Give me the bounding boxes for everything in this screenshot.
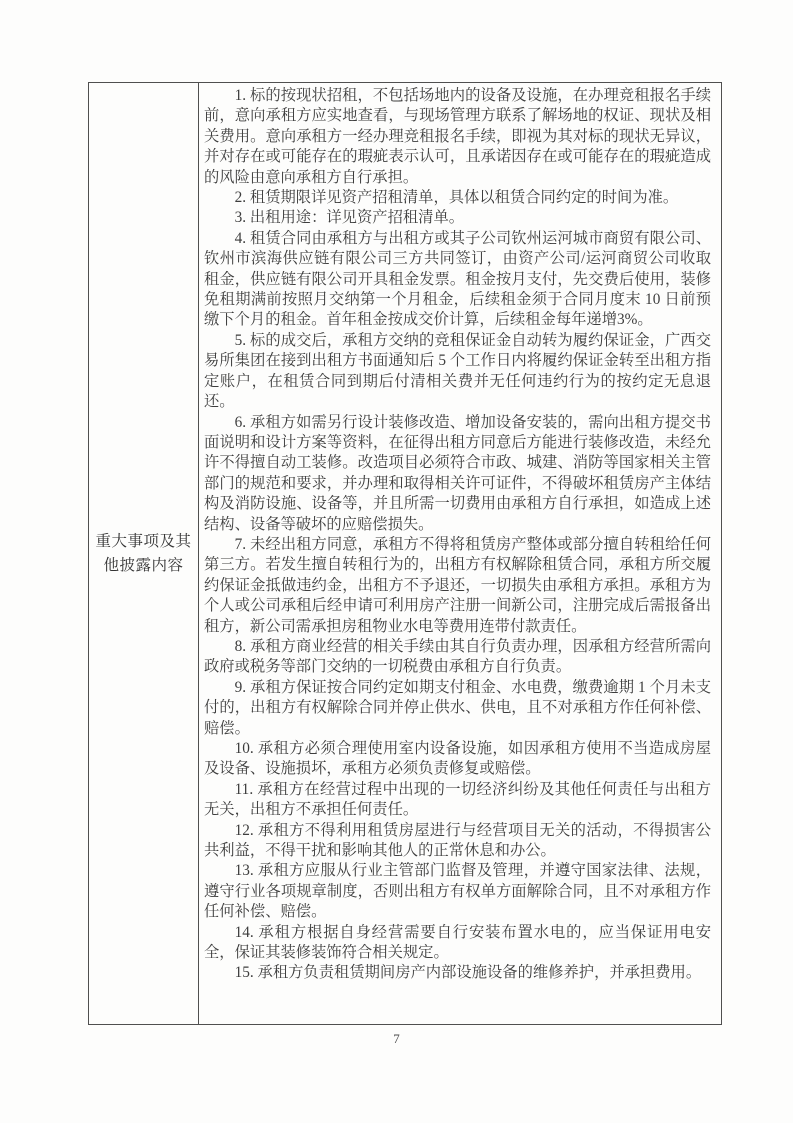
- disclosure-row-label: 重大事项及其他披露内容: [89, 83, 199, 1024]
- disclosure-item-9: 9. 承租方保证按合同约定如期支付租金、水电费，缴费逾期 1 个月未支付的，出租方有权解除合同并停止供水、供电，且不对承租方作任何补偿、赔偿。: [204, 678, 711, 737]
- disclosure-item-2: 2. 租赁期限详见资产招租清单，具体以租赁合同约定的时间为准。: [234, 189, 679, 207]
- disclosure-item-10: 10. 承租方必须合理使用室内设备设施，如因承租方使用不当造成房屋及设备、设施损坏，承租方必须负责修复或赔偿。: [204, 740, 711, 778]
- disclosure-item-6: 6. 承租方如需另行设计装修改造、增加设备安装的，需向出租方提交书面说明和设计方案等资料，在征得出租方同意后方能进行装修改造，未经允许不得擅自动工装修。改造项目必须符合市政、城建、消防等国家相关主管部门的规范和要求，并办理和取得相关许可证件，不得破坏租赁房产主体结构及消防设施、设备等，并且所需一切费用由承租方自行承担，如造成上述结构、设备等破坏的应赔偿损失。: [204, 413, 711, 533]
- disclosure-item-7: 7. 未经出租方同意，承租方不得将租赁房产整体或部分擅自转租给任何第三方。若发生擅自转租行为的，出租方有权解除租赁合同，承租方所交履约保证金抵做违约金，出租方不予退还，一切损失由承租方承担。承租方为个人或公司承租后经申请可利用房产注册一间新公司，注册完成后需报备出租方，新公司需承担房租物业水电等费用连带付款责任。: [204, 535, 711, 635]
- disclosure-item-5: 5. 标的成交后，承租方交纳的竞租保证金自动转为履约保证金，广西交易所集团在接到出租方书面通知后 5 个工作日内将履约保证金转至出租方指定账户，在租赁合同到期后付清相关费并无任何违约行为的按约定无息退还。: [204, 331, 711, 411]
- disclosure-table: [88, 82, 722, 1025]
- page-number: 7: [393, 1031, 400, 1046]
- disclosure-item-1: 1. 标的按现状招租，不包括场地内的设备及设施，在办理竞租报名手续前，意向承租方应实地查看，与现场管理方联系了解场地的权证、现状及相关费用。意向承租方一经办理竞租报名手续，即视为其对标的现状无异议，并对存在或可能存在的瑕疵表示认可，且承诺因存在或可能存在的瑕疵造成的风险由意向承租方自行承担。: [204, 87, 711, 186]
- disclosure-item-4: 4. 租赁合同由承租方与出租方或其子公司钦州运河城市商贸有限公司、钦州市滨海供应链有限公司三方共同签订，由资产公司/运河商贸公司收取租金，供应链有限公司开具租金发票。租金按月支付，先交费后使用，装修免租期满前按照月交纳第一个月租金，后续租金须于合同月度末 10 日前预缴下个月的租金。首年租金按成交价计算，后续租金每年递增3%。: [204, 229, 711, 329]
- disclosure-item-8: 8. 承租方商业经营的相关手续由其自行负责办理，因承租方经营所需向政府或税务等部门交纳的一切税费由承租方自行负责。: [204, 637, 711, 676]
- disclosure-content-cell: [199, 83, 721, 1024]
- disclosure-item-12: 12. 承租方不得利用租赁房屋进行与经营项目无关的活动，不得损害公共利益，不得干扰和影响其他人的正常休息和办公。: [204, 821, 711, 860]
- disclosure-item-3: 3. 出租用途：详见资产招租清单。: [234, 209, 465, 227]
- disclosure-item-15: 15. 承租方负责租赁期间房产内部设施设备的维修养护，并承担费用。: [234, 964, 702, 982]
- disclosure-item-11: 11. 承租方在经营过程中出现的一切经济纠纷及其他任何责任与出租方无关，出租方不承担任何责任。: [204, 780, 711, 819]
- disclosure-item-13: 13. 承租方应服从行业主管部门监督及管理，并遵守国家法律、法规，遵守行业各项规章制度，否则出租方有权单方面解除合同，且不对承租方作任何补偿、赔偿。: [204, 862, 711, 921]
- disclosure-item-14: 14. 承租方根据自身经营需要自行安装布置水电的，应当保证用电安全，保证其装修装饰符合相关规定。: [204, 923, 711, 962]
